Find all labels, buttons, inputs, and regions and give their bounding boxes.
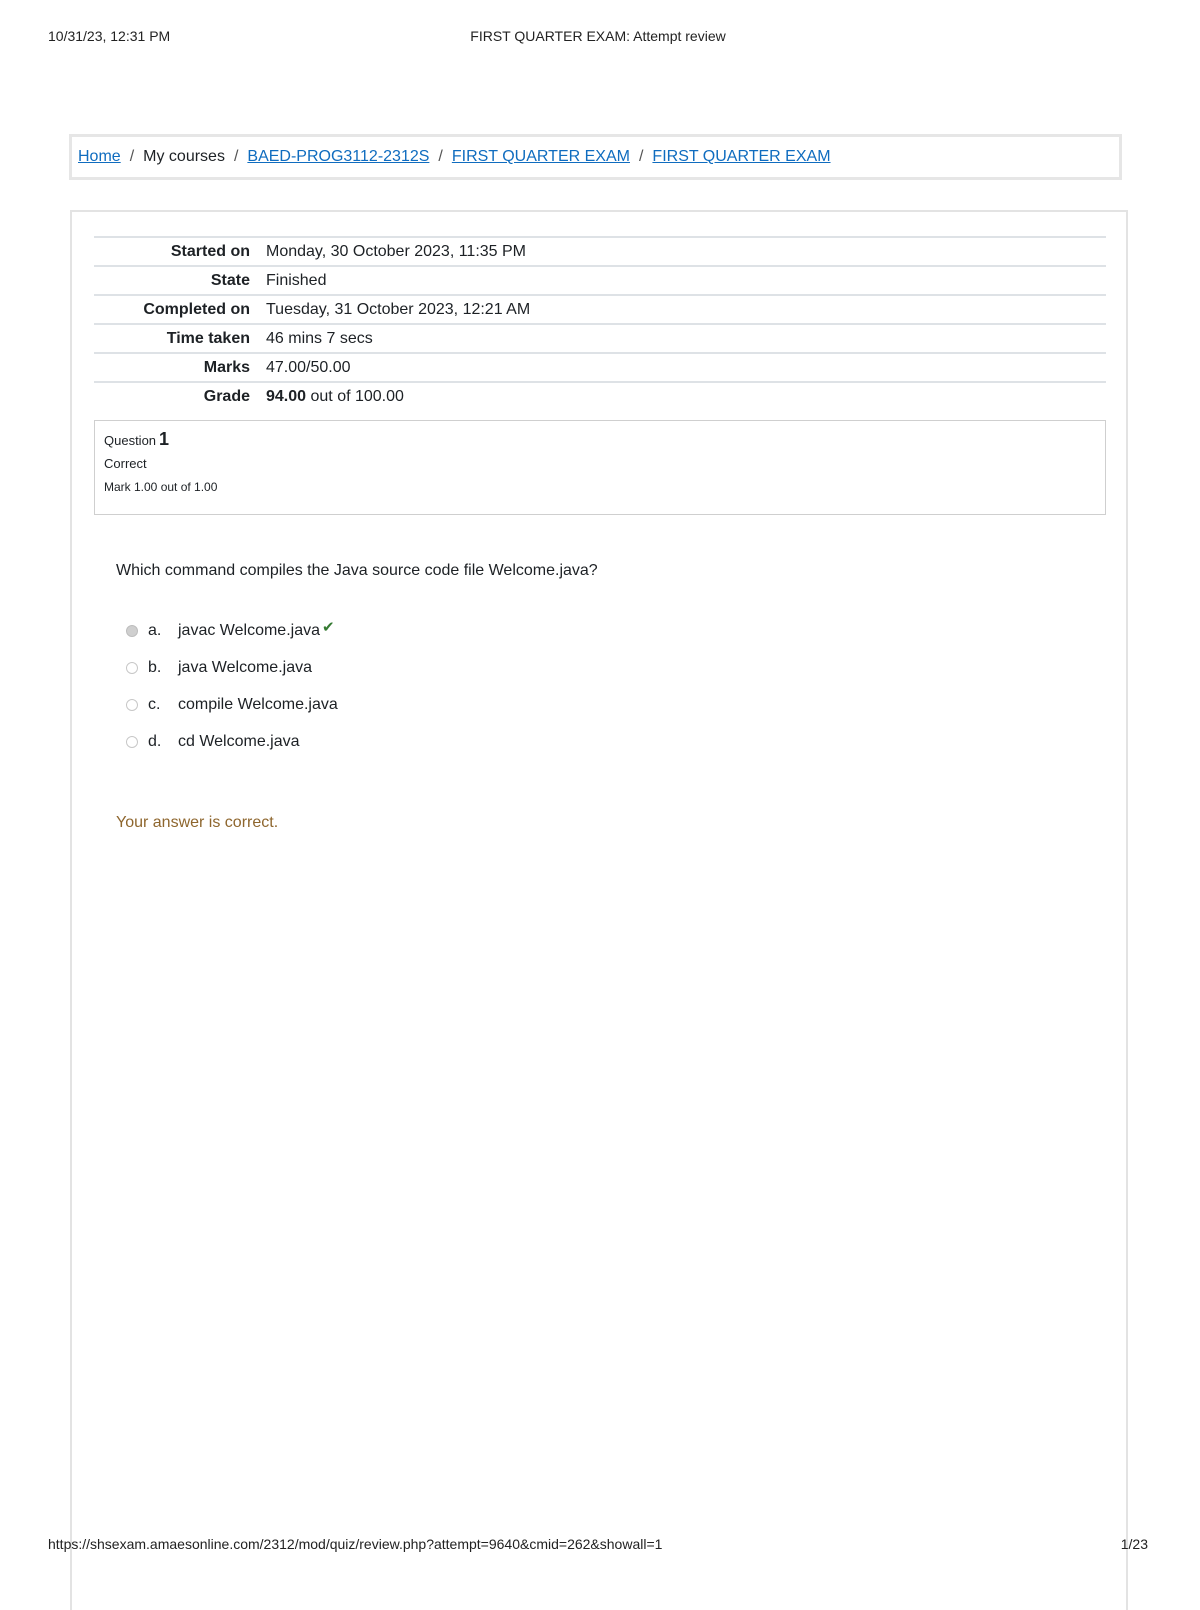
marks-label: Marks [203,359,250,376]
grade-value: 94.00 [266,388,307,405]
breadcrumb-separator: / [438,148,443,165]
answer-text: javac Welcome.java [178,621,320,639]
breadcrumb-separator: / [233,148,239,165]
summary-row-time [94,324,1106,353]
breadcrumb-quiz-link[interactable]: FIRST QUARTER EXAM [652,148,831,165]
print-page-number: 1/23 [1120,1536,1148,1552]
breadcrumb-separator: / [129,148,135,165]
breadcrumb-separator: / [638,148,644,165]
state-value: Finished [266,272,327,289]
question-text: Which command compiles the Java source code file Welcome.java? [116,562,598,579]
question-status: Correct [104,456,147,471]
breadcrumb-course-link[interactable]: BAED-PROG3112-2312S [247,148,430,165]
state-label: State [210,272,250,289]
answer-text: cd Welcome.java [178,732,300,750]
attempt-summary-table [94,236,1106,410]
question-info-box [94,420,1106,515]
marks-value: 47.00/50.00 [266,359,351,376]
radio-button[interactable] [126,699,138,711]
time-taken-value: 46 mins 7 secs [266,330,373,347]
answer-letter: c. [148,695,161,713]
question-label: Question [104,433,157,448]
radio-button[interactable] [126,662,138,674]
answer-option-d[interactable] [126,723,338,760]
radio-button[interactable] [126,736,138,748]
breadcrumb [69,134,1122,180]
answer-option-b[interactable] [126,649,338,686]
answer-text: java Welcome.java [178,658,312,676]
answer-letter: a. [148,621,162,639]
answer-letter: d. [148,732,162,750]
question-number-value: 1 [159,429,170,449]
print-header [48,28,1148,48]
answer-letter: b. [148,658,162,676]
answer-option-a[interactable] [126,612,338,649]
started-value: Monday, 30 October 2023, 11:35 PM [266,243,527,260]
completed-label: Completed on [143,301,250,318]
breadcrumb-home-link[interactable]: Home [78,148,121,165]
print-footer [48,1536,1148,1556]
print-title: FIRST QUARTER EXAM: Attempt review [470,28,726,44]
grade-cell [258,382,1106,410]
answer-option-c[interactable] [126,686,338,723]
summary-row-marks [94,353,1106,382]
summary-row-completed [94,295,1106,324]
grade-suffix: out of 100.00 [310,388,404,405]
summary-row-started [94,237,1106,266]
summary-row-state [94,266,1106,295]
print-datetime: 10/31/23, 12:31 PM [48,28,171,44]
started-label: Started on [170,243,250,260]
print-url: https://shsexam.amaesonline.com/2312/mod/quiz/review.php?attempt=9640&cmid=262&showall=1 [48,1536,663,1552]
question-number [104,429,1096,450]
grade-label: Grade [203,388,250,405]
question-mark: Mark 1.00 out of 1.00 [104,480,218,494]
answer-options [126,612,338,760]
breadcrumb-section-link[interactable]: FIRST QUARTER EXAM [451,148,630,165]
time-taken-label: Time taken [166,330,250,347]
breadcrumb-my-courses: My courses [143,148,225,165]
answer-feedback: Your answer is correct. [116,814,279,831]
summary-row-grade [94,382,1106,410]
completed-value: Tuesday, 31 October 2023, 12:21 AM [266,301,531,318]
radio-button[interactable] [126,625,138,637]
check-icon: ✔ [321,618,335,636]
answer-text: compile Welcome.java [178,695,338,713]
attempt-review-panel [70,210,1128,1610]
